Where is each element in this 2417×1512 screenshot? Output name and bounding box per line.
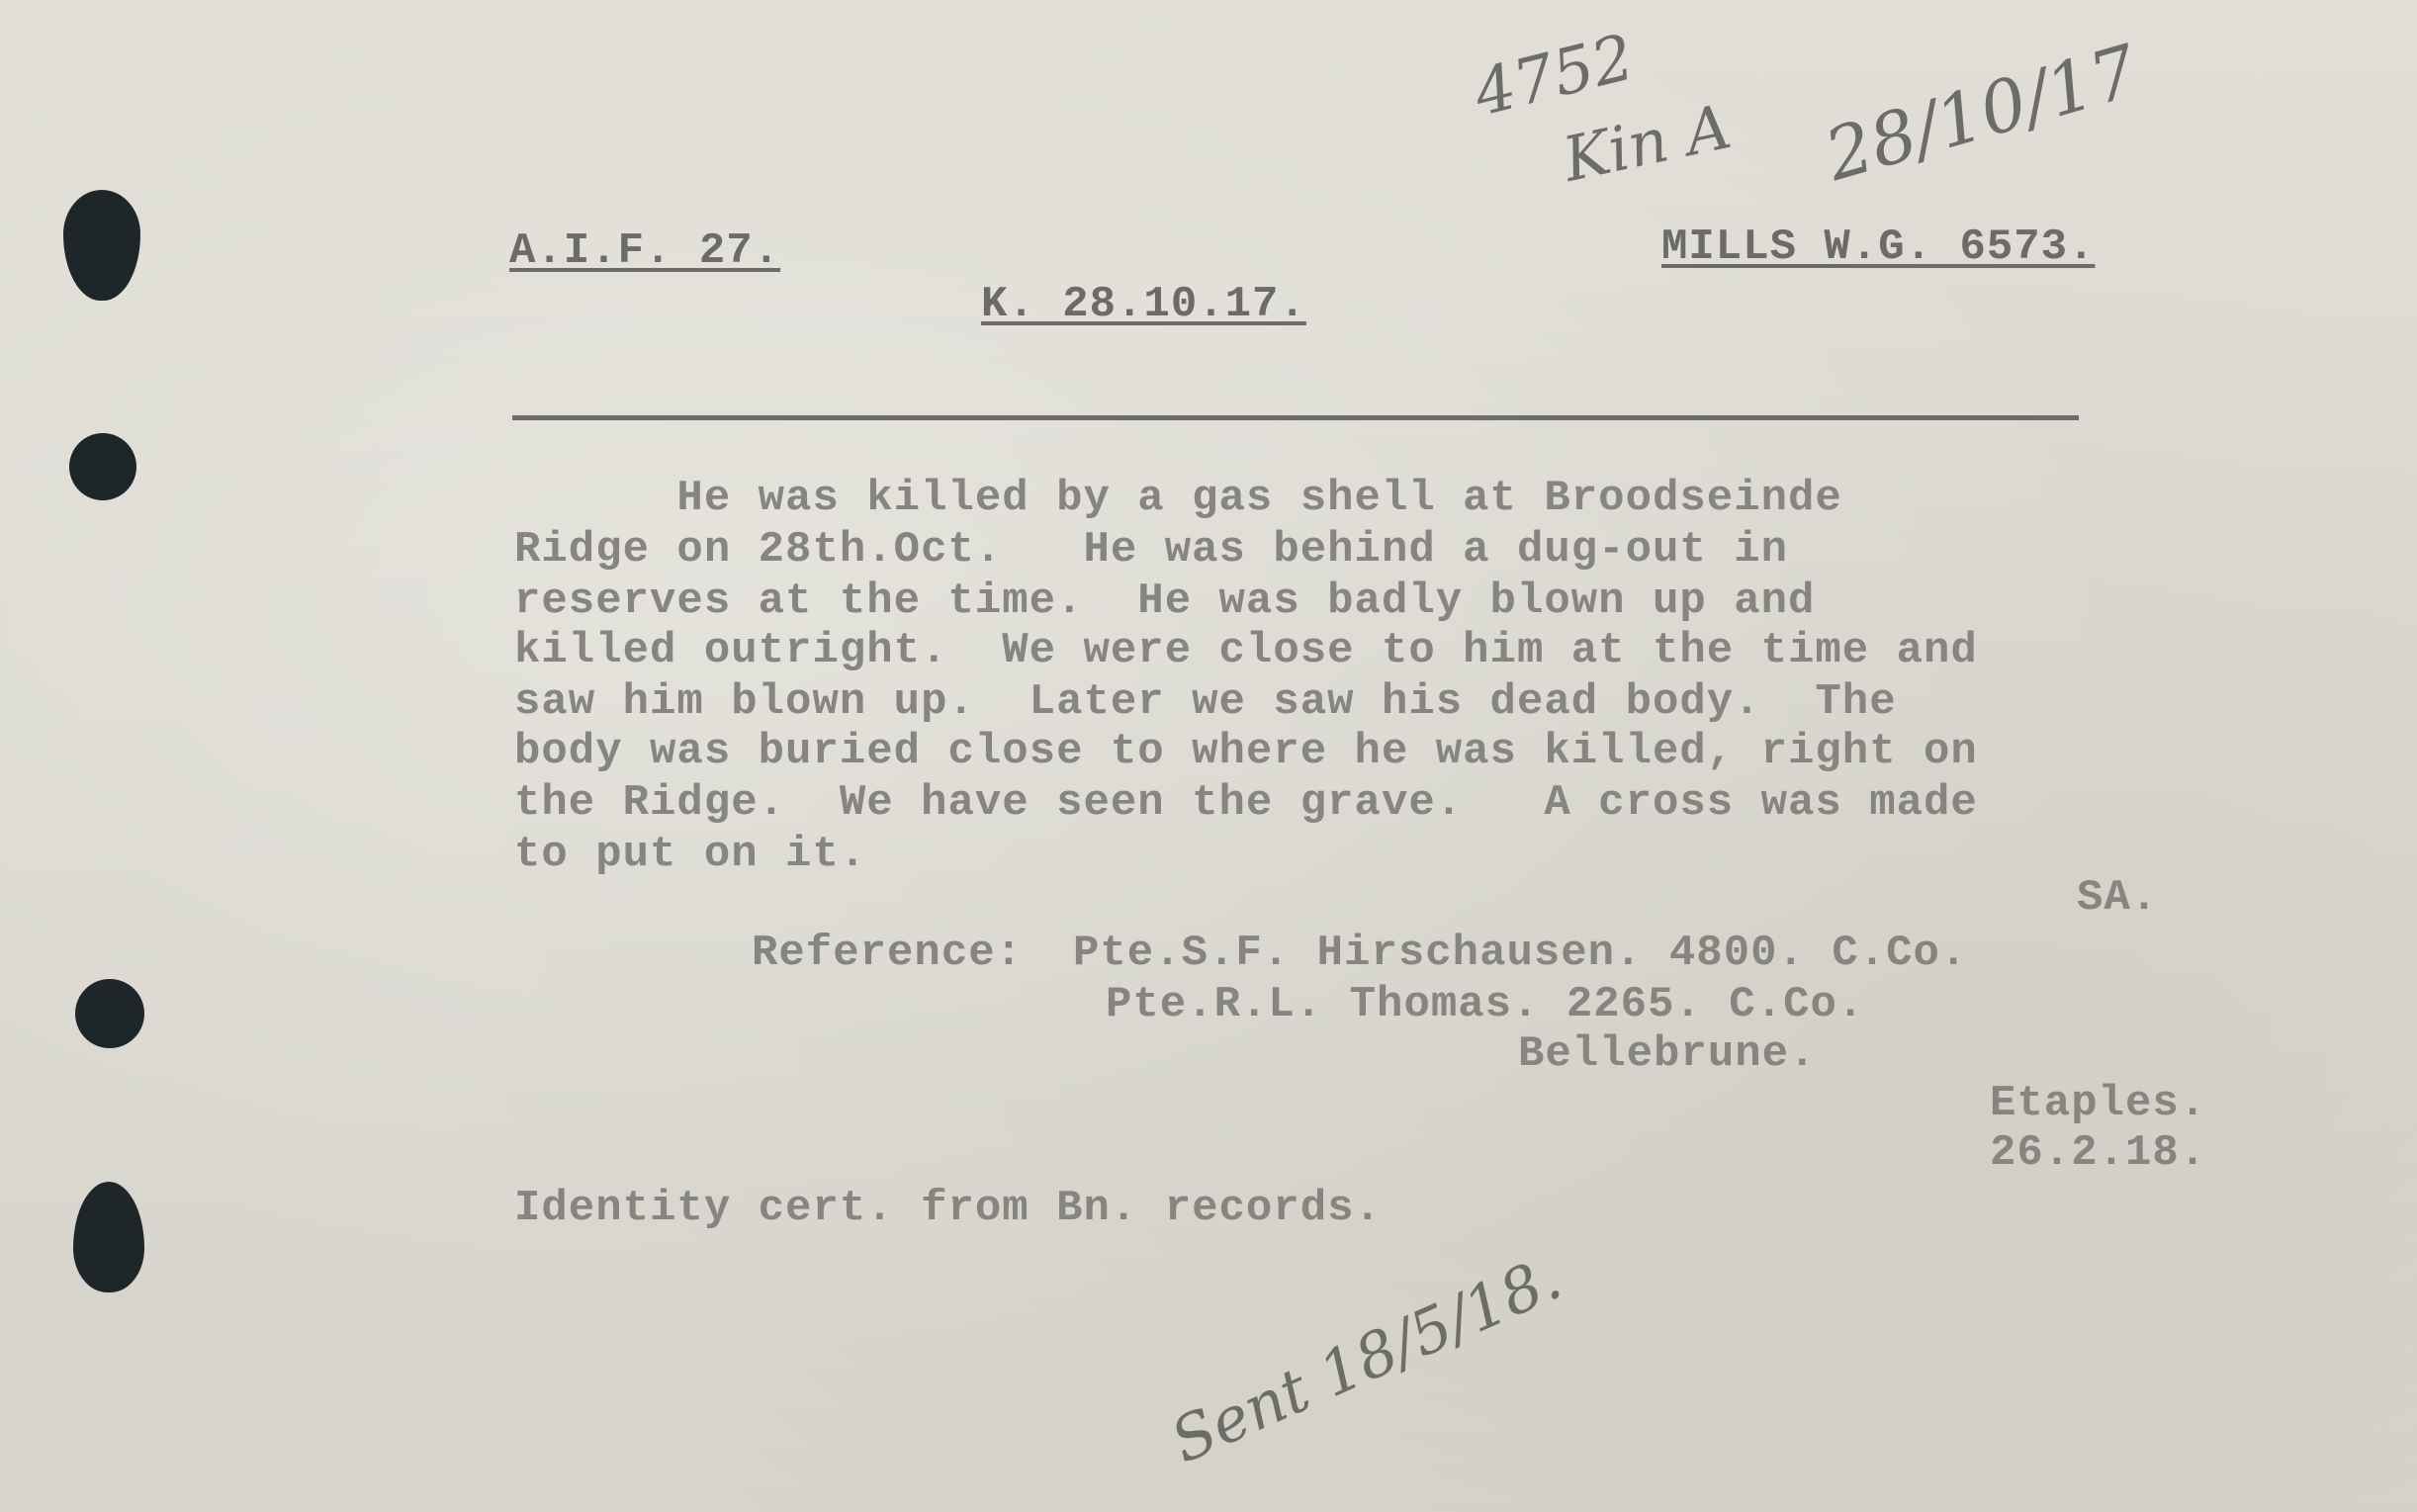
statement-line: the Ridge. We have seen the grave. A cross was made — [514, 778, 1978, 828]
punch-hole — [69, 433, 136, 500]
header-left — [509, 225, 780, 277]
statement-line: reserves at the time. He was badly blown up and — [514, 577, 1816, 626]
statement-line: to put on it. — [514, 830, 867, 879]
handwritten-status: Kin A — [1557, 90, 1738, 196]
handwritten-date: 28/10/17 — [1816, 29, 2147, 197]
punch-hole — [63, 190, 140, 301]
divider-line — [512, 415, 2079, 420]
unit-code: A.I.F. 27. — [509, 226, 781, 276]
statement-line: He was killed by a gas shell at Broodseinde — [514, 474, 1842, 523]
handwritten-sent-note: Sent 18/5/18. — [1160, 1241, 1572, 1477]
killed-date: K. 28.10.17. — [981, 280, 1306, 329]
reference-line: Pte.S.F. Hirschausen. 4800. C.Co. — [1073, 929, 1968, 978]
statement-date: 26.2.18. — [1990, 1128, 2207, 1178]
reference-line: Pte.R.L. Thomas. 2265. C.Co. — [1106, 980, 1865, 1029]
statement-line: saw him blown up. Later we saw his dead body. The — [514, 677, 1897, 727]
soldier-name: MILLS W.G. 6573. — [1661, 222, 2096, 272]
place: Etaples. — [1990, 1079, 2207, 1128]
reference-line: Bellebrune. — [1518, 1029, 1817, 1079]
statement-line: killed outright. We were close to him at the time and — [514, 626, 1978, 675]
reference-label: Reference: — [752, 929, 1024, 978]
statement-line: Ridge on 28th.Oct. He was behind a dug-out in — [514, 525, 1789, 575]
statement-line: body was buried close to where he was killed, right on — [514, 727, 1978, 776]
initials: SA. — [2077, 873, 2159, 923]
handwritten-file-number: 4752 — [1467, 21, 1642, 132]
punch-hole — [73, 1182, 144, 1292]
identity-note: Identity cert. from Bn. records. — [514, 1184, 1382, 1233]
punch-hole — [75, 979, 144, 1048]
